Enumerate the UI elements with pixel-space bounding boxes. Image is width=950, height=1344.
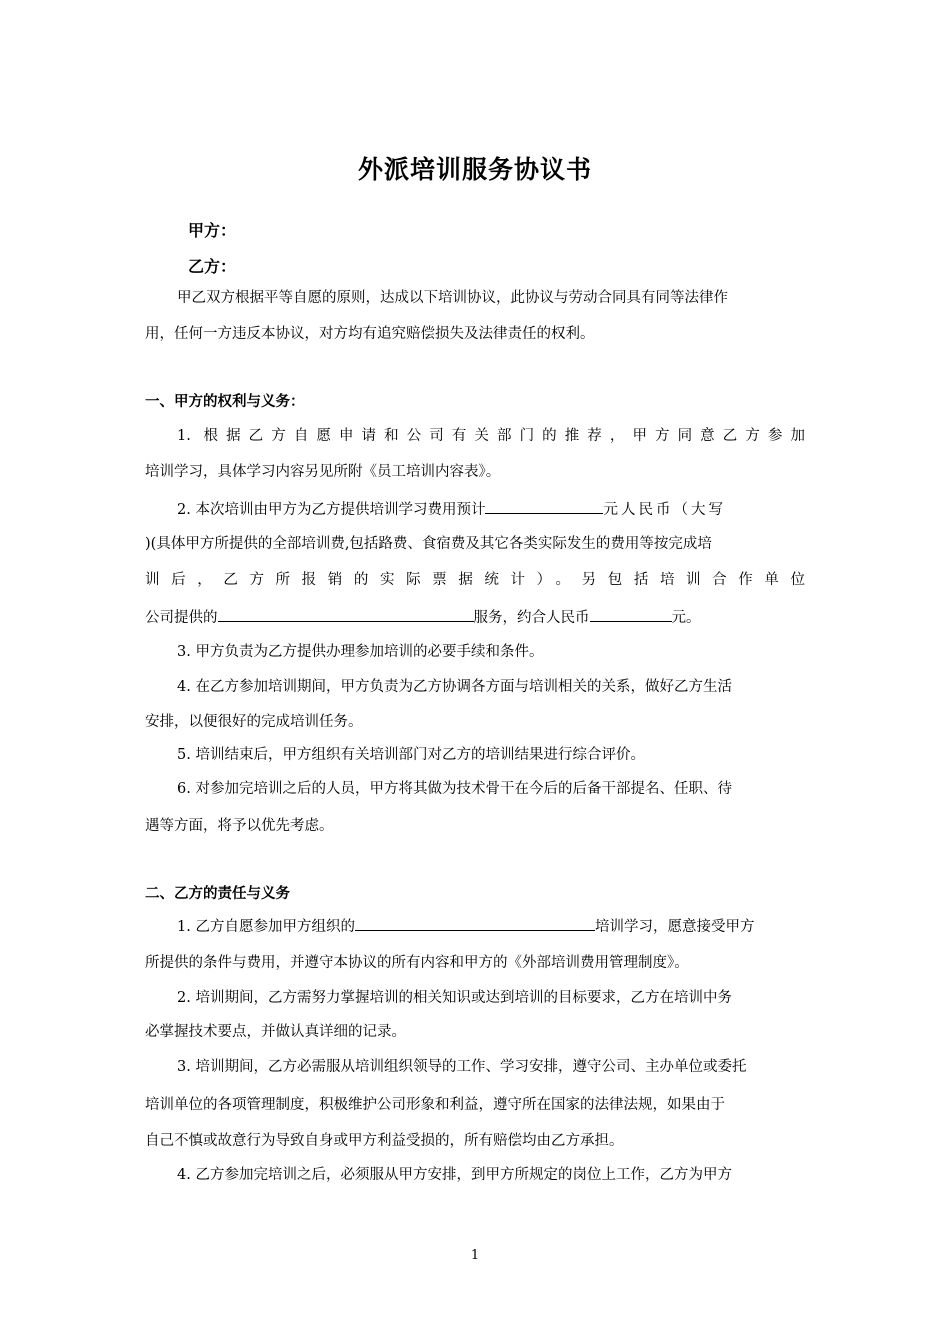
s1-clause4-line1: 4. 在乙方参加培训期间，甲方负责为乙方协调各方面与培训相关的关系，做好乙方生活: [177, 679, 732, 695]
s2-clause1-line2: 所提供的条件与费用，并遵守本协议的所有内容和甲方的《外部培训费用管理制度》。: [145, 955, 689, 971]
s2-clause2-line1: 2. 培训期间，乙方需努力掌握培训的相关知识或达到培训的目标要求，乙方在培训中务: [177, 990, 732, 1006]
fee-estimate-blank: [485, 498, 603, 514]
s1-clause5: 5. 培训结束后，甲方组织有关培训部门对乙方的培训结果进行综合评价。: [177, 747, 645, 763]
s1-clause1-line1: 1. 根据乙方自愿申请和公司有关部门的推荐，甲方同意乙方参加: [177, 428, 805, 444]
preamble-line-1: 甲乙双方根据平等自愿的原则，达成以下培训协议，此协议与劳动合同具有同等法律作: [177, 290, 728, 306]
s1-clause2-text-a: 2. 本次培训由甲方为乙方提供培训学习费用预计: [177, 502, 486, 518]
document-title: 外派培训服务协议书: [357, 155, 592, 184]
party-a-label: 甲方：: [188, 221, 237, 240]
party-b-label: 乙方：: [188, 257, 237, 276]
training-name-blank: [355, 915, 595, 931]
s1-clause1-line2: 培训学习，具体学习内容另见所附《员工培训内容表》。: [145, 464, 501, 480]
s2-clause1-text-b: 培训学习，愿意接受甲方: [594, 919, 755, 935]
s2-clause2-line2: 必掌握技术要点，并做认真详细的记录。: [145, 1024, 406, 1040]
s1-clause6-line1: 6. 对参加完培训之后的人员，甲方将其做为技术骨干在今后的后备干部提名、任职、待: [177, 781, 732, 797]
s1-clause4-line2: 安排，以便很好的完成培训任务。: [145, 714, 363, 730]
s2-clause3-line2: 培训单位的各项管理制度，积极维护公司形象和利益，遵守所在国家的法律法规，如果由于: [145, 1097, 725, 1113]
s1-clause2-line4: [145, 606, 805, 626]
s1-clause2-line3: 训后，乙方所报销的实际票据统计）。另包括培训合作单位: [145, 572, 805, 588]
preamble-line-2: 用，任何一方违反本协议，对方均有追究赔偿损失及法律责任的权利。: [145, 326, 595, 342]
section2-heading: 二、乙方的责任与义务: [145, 886, 290, 902]
s2-clause1-text-a: 1. 乙方自愿参加甲方组织的: [177, 919, 355, 935]
s1-clause2-line1: [177, 498, 805, 518]
amount-blank: [590, 606, 672, 622]
service-blank: [218, 606, 474, 622]
s1-clause2-text-d: 服务，约合人民币: [473, 610, 590, 626]
s1-clause2-text-e: 元。: [671, 610, 701, 626]
s1-clause3: 3. 甲方负责为乙方提供办理参加培训的必要手续和条件。: [177, 644, 544, 660]
page-number: 1: [470, 1248, 480, 1263]
s2-clause3-line1: 3. 培训期间，乙方必需服从培训组织领导的工作、学习安排，遵守公司、主办单位或委托: [177, 1059, 747, 1075]
s2-clause3-line3: 自己不慎或故意行为导致自身或甲方利益受损的，所有赔偿均由乙方承担。: [145, 1133, 624, 1149]
s1-clause2-line2: )(具体甲方所提供的全部培训费,包括路费、食宿费及其它各类实际发生的费用等按完成培: [145, 536, 712, 552]
s2-clause4-line1: 4. 乙方参加完培训之后，必须服从甲方安排，到甲方所规定的岗位上工作，乙方为甲方: [177, 1167, 732, 1183]
s1-clause2-text-b: 元人民币（大写: [603, 502, 726, 518]
s1-clause2-text-c: 公司提供的: [145, 610, 218, 626]
section1-heading: 一、甲方的权利与义务：: [145, 394, 305, 410]
s2-clause1-line1: [177, 915, 805, 935]
s1-clause6-line2: 遇等方面，将予以优先考虑。: [145, 818, 334, 834]
